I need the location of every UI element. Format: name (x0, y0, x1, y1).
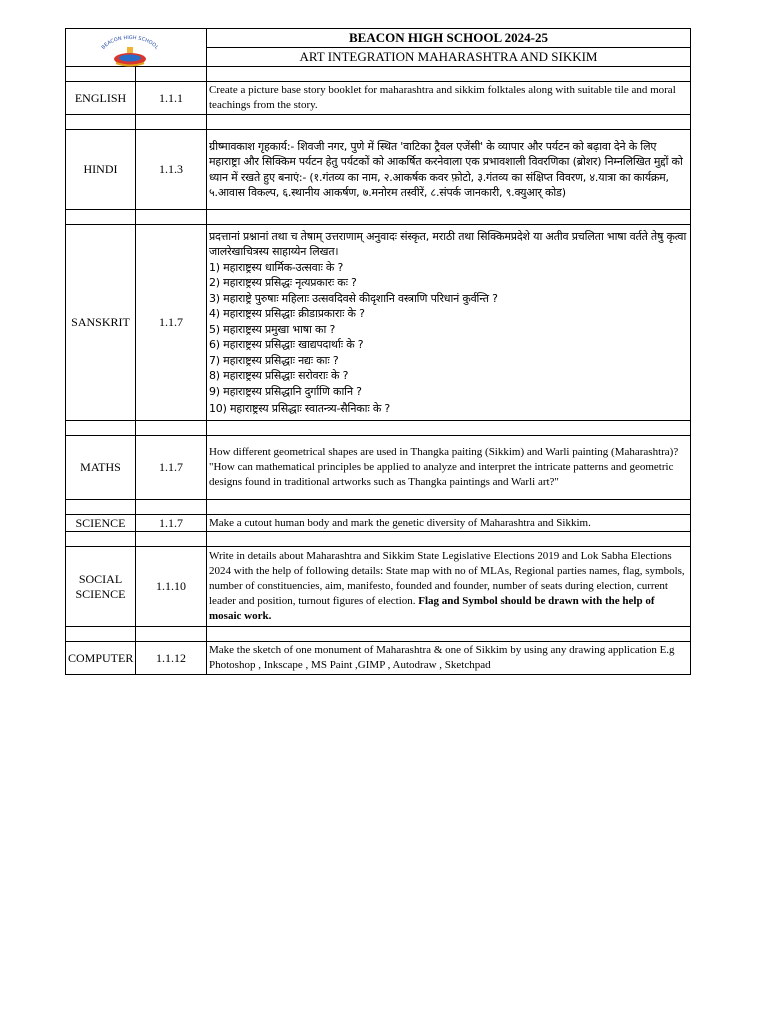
code-maths: 1.1.7 (136, 436, 207, 500)
code-english: 1.1.1 (136, 82, 207, 115)
code-science: 1.1.7 (136, 515, 207, 532)
spacer-row (66, 210, 691, 225)
spacer-row (66, 421, 691, 436)
task-social-bold-note: Flag and Symbol should be drawn with the help of mosaic work. (209, 595, 655, 622)
subject-computer: COMPUTER (66, 642, 136, 675)
row-computer (66, 642, 691, 675)
sanskrit-question: 8) महाराष्ट्रस्य प्रसिद्धाः सरोवराः के ? (209, 369, 349, 382)
subject-social-science (66, 547, 136, 627)
code-computer: 1.1.12 (136, 642, 207, 675)
sanskrit-question: 3) महाराष्ट्रे पुरुषाः महिलाः उत्सवदिवसे कीदृशानि वस्त्राणि परिधानं कुर्वन्ति ? (209, 291, 498, 305)
task-social-text: Write in details about Maharashtra and Sikkim State Legislative Elections 2019 and Lok Sabha Elections 2024 with the help of following details: State map with no of MLAs, Regional parties names, flag, symbols, number of constituencies, aim, manifesto, founded and founder, number of seats during election, current leader and position, turnout figures of election. (209, 550, 685, 607)
subject-science: SCIENCE (66, 515, 136, 532)
sanskrit-question: 6) महाराष्ट्रस्य प्रसिद्धाः खाद्यपदार्थाः के ? (209, 338, 364, 351)
spacer-row (66, 500, 691, 515)
sanskrit-intro: प्रदत्तानां प्रश्नानां तथा च तेषाम् उत्तराणाम् अनुवादः संस्कृत, मराठी तथा सिक्किमप्रदेशे या अतीव प्रचलिता भाषा वर्तते तेषु कृत्वा जालरेखाचित्रस्य साहाय्येन लिखत। (209, 229, 687, 258)
sanskrit-question: 1) महाराष्ट्रस्य धार्मिक-उत्सवाः के ? (209, 260, 344, 274)
header-row-school (66, 29, 691, 48)
code-social-science: 1.1.10 (136, 547, 207, 627)
subject-social-line1: SOCIAL (78, 571, 123, 586)
task-maths: How different geometrical shapes are used in Thangka paiting (Sikkim) and Warli painting (Maharashtra)? "How can mathematical principles be applied to analyze and interpret the intricate patterns and geometric designs found in traditional artworks such as Thangka paintings and Warli art?" (207, 436, 691, 500)
spacer-row (66, 532, 691, 547)
sanskrit-question: 7) महाराष्ट्रस्य प्रसिद्धाः नद्यः काः ? (209, 353, 339, 367)
school-name: BEACON HIGH SCHOOL 2024-25 (207, 29, 691, 48)
logo-cell (66, 29, 207, 67)
sanskrit-question: 10) महाराष्ट्रस्य प्रसिद्धाः स्वातन्त्र्य-सैनिकाः के ? (209, 402, 391, 415)
row-english (66, 82, 691, 115)
row-sanskrit (66, 225, 691, 421)
spacer-row (66, 627, 691, 642)
sanskrit-question: 5) महाराष्ट्रस्य प्रमुखा भाषा का ? (209, 322, 336, 336)
subject-hindi: HINDI (66, 130, 136, 210)
task-science: Make a cutout human body and mark the genetic diversity of Maharashtra and Sikkim. (207, 515, 691, 532)
logo-text: BEACON HIGH SCHOOL (100, 35, 160, 51)
task-social-science (207, 547, 691, 627)
subject-english: ENGLISH (66, 82, 136, 115)
sanskrit-question: 2) महाराष्ट्रस्य प्रसिद्धः नृत्यप्रकारः कः ? (209, 276, 357, 289)
subject-maths: MATHS (66, 436, 136, 500)
row-maths (66, 436, 691, 500)
task-computer: Make the sketch of one monument of Maharashtra & one of Sikkim by using any drawing application E.g Photoshop , Inkscape , MS Paint ,GIMP , Autodraw , Sketchpad (207, 642, 691, 675)
spacer-row (66, 115, 691, 130)
sanskrit-question: 4) महाराष्ट्रस्य प्रसिद्धाः क्रीडाप्रकाराः के ? (209, 307, 365, 320)
task-hindi: ग्रीष्मावकाश गृहकार्य:- शिवजी नगर, पुणे में स्थित 'वाटिका ट्रैवल एजेंसी' के व्यापार और पर्यटन को बढ़ावा देने के लिए महाराष्ट्रा और सिक्किम पर्यटन हेतु पर्यटकों को आकर्षित करनेवाला एक प्रभावशाली विवरणिका (ब्रोशर) निम्नलिखित मुद्दों को ध्यान में रखते हुए बनाएं:- (१.गंतव्य का नाम, २.आकर्षक कवर फ़ोटो, ३.गंतव्य का संक्षिप्त विवरण, ४.यात्रा का कार्यक्रम, ५.आवास विकल्प, ६.स्थानीय आकर्षण, ७.मनोरम तस्वीरें, ८.संपर्क जानकारी, ९.क्युआर् कोड) (207, 130, 691, 210)
school-logo (94, 35, 166, 69)
task-sanskrit (207, 225, 691, 421)
code-sanskrit: 1.1.7 (136, 225, 207, 421)
sanskrit-question: 9) महाराष्ट्रस्य प्रसिद्धानि दुर्गाणि कानि ? (209, 384, 362, 398)
row-social-science (66, 547, 691, 627)
assignment-table (65, 28, 691, 675)
code-hindi: 1.1.3 (136, 130, 207, 210)
row-science (66, 515, 691, 532)
task-english: Create a picture base story booklet for maharashtra and sikkim folktales along with suitable tile and moral teachings from the story. (207, 82, 691, 115)
document-subtitle: ART INTEGRATION MAHARASHTRA AND SIKKIM (207, 48, 691, 67)
worksheet (65, 28, 690, 675)
row-hindi (66, 130, 691, 210)
subject-social-line2: SCIENCE (75, 586, 126, 601)
subject-sanskrit: SANSKRIT (66, 225, 136, 421)
